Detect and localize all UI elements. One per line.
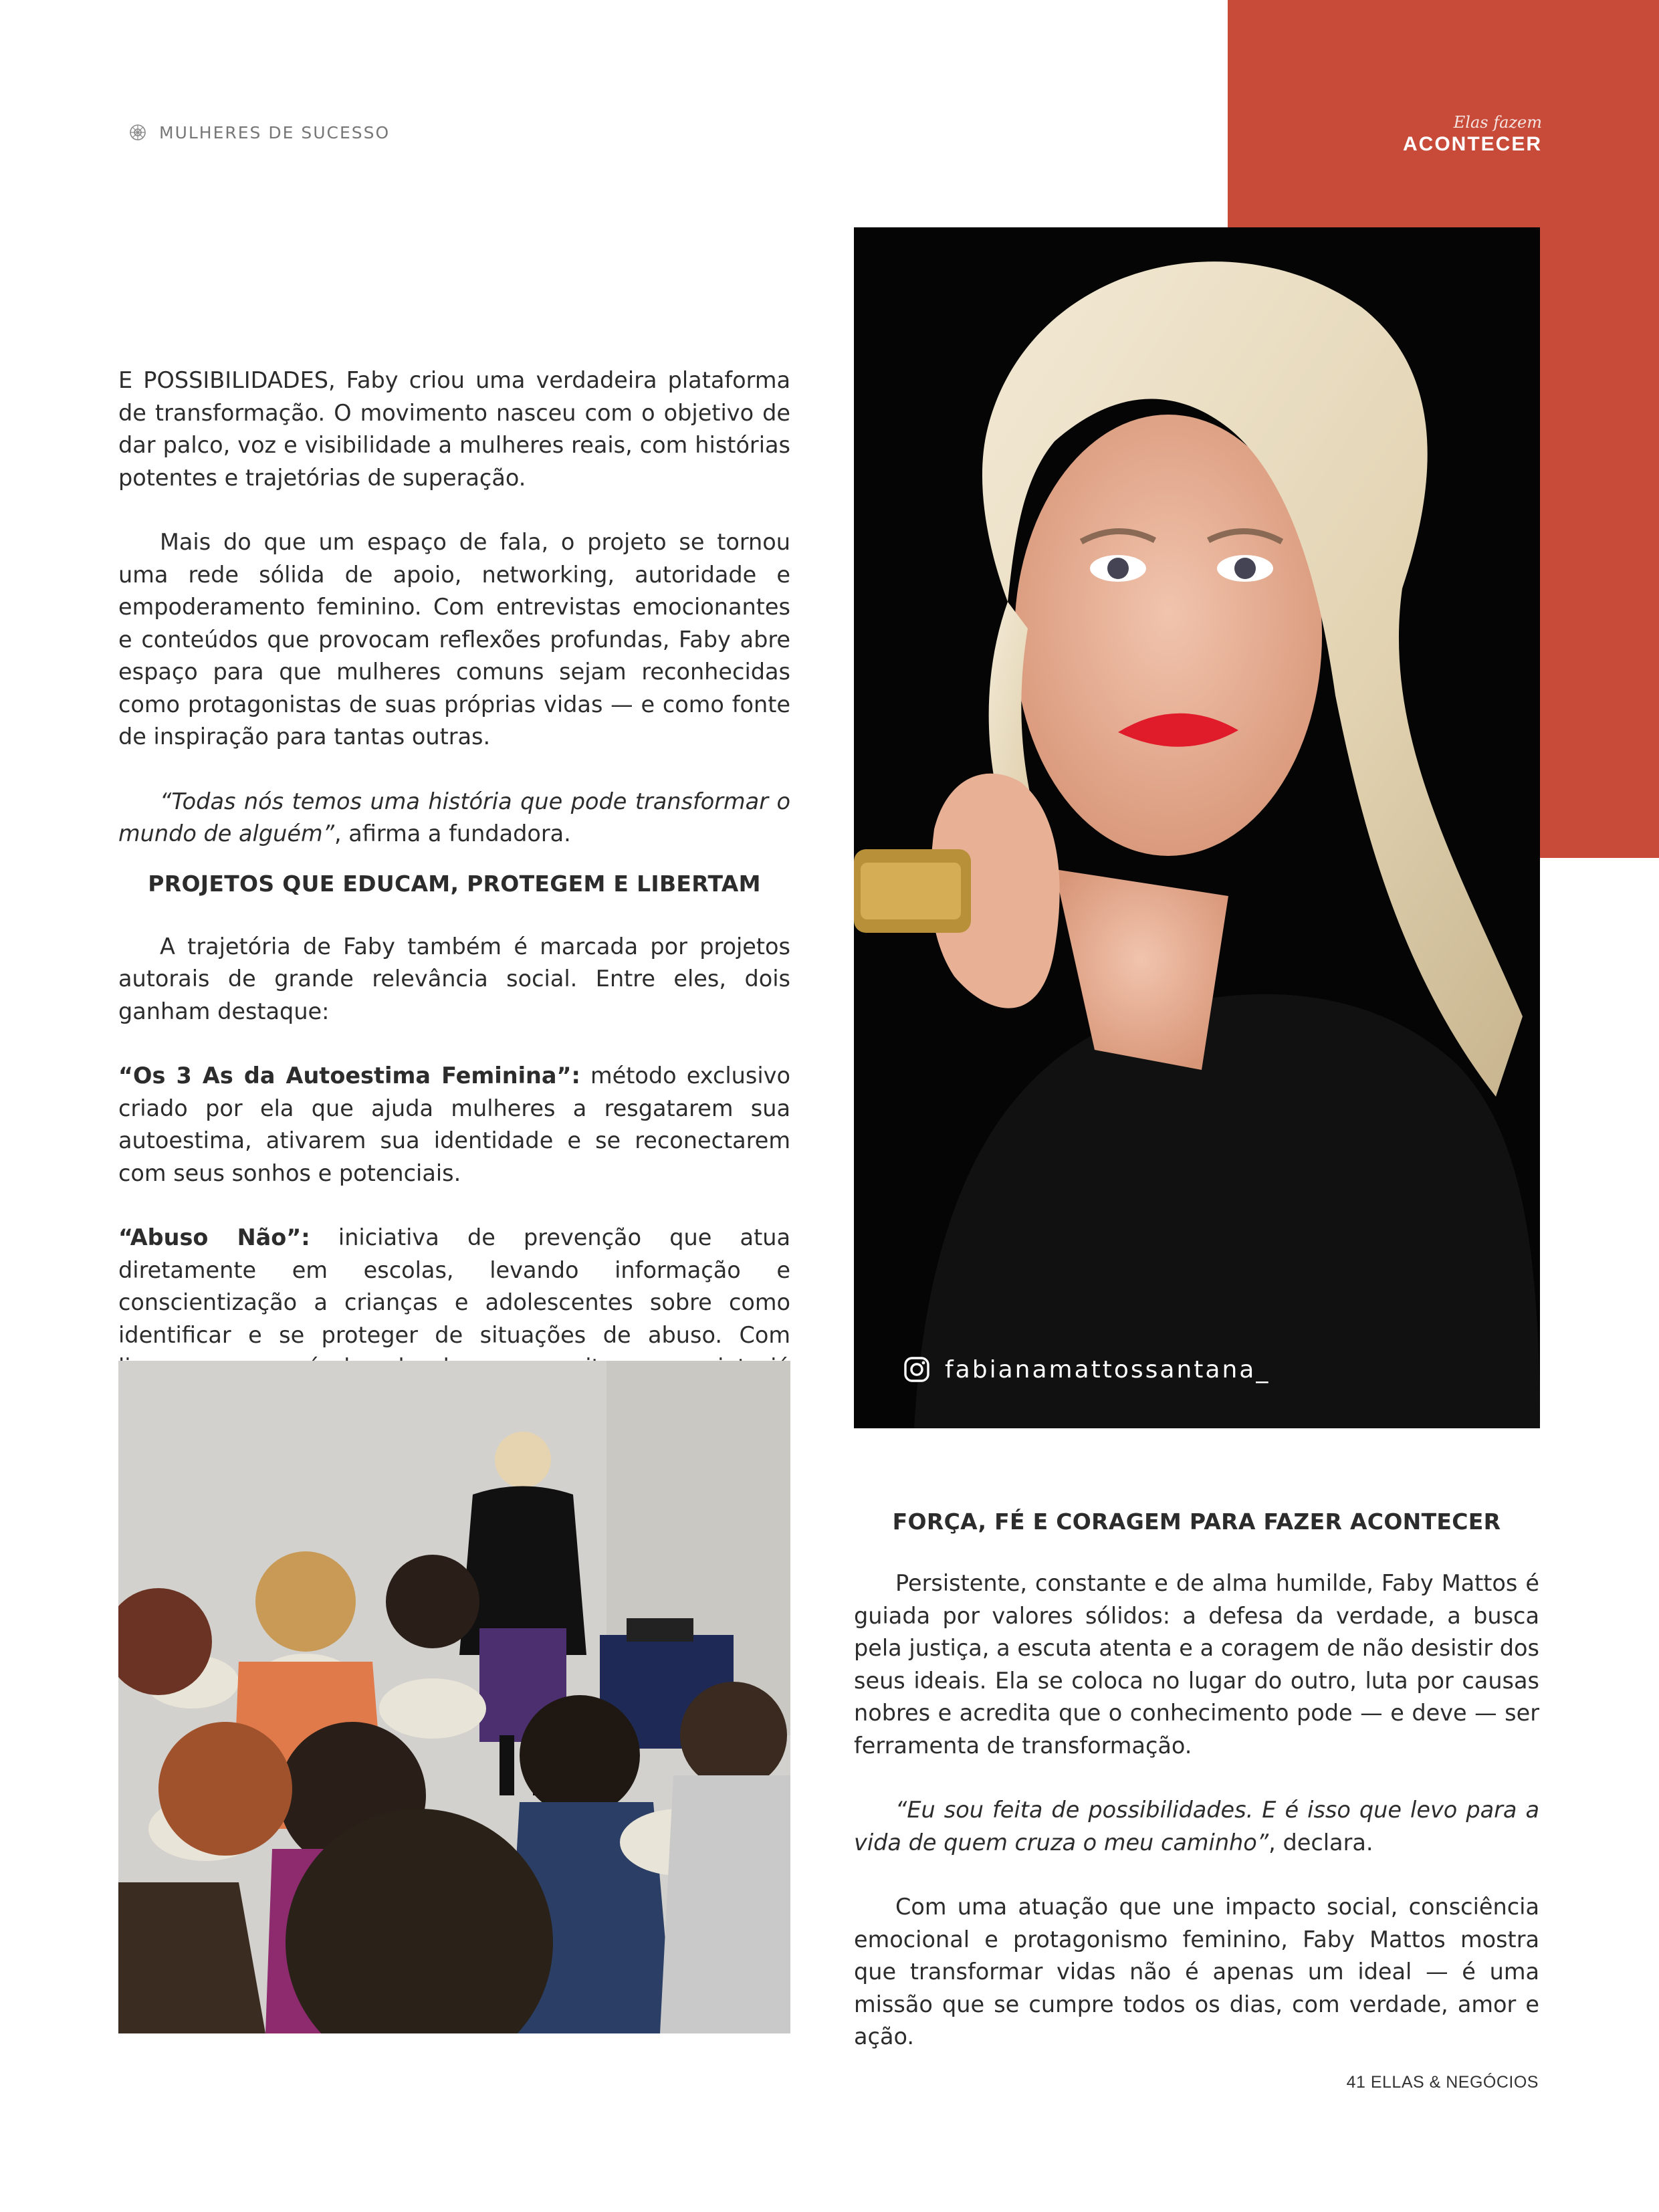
brand-mark xyxy=(1344,112,1542,156)
paragraph: A trajetória de Faby também é marcada por projetos autorais de grande relevância social. Entre eles, dois ganham destaque: xyxy=(118,933,790,1024)
instagram-tag[interactable] xyxy=(903,1353,1270,1386)
section-header xyxy=(128,119,390,146)
quote-paragraph xyxy=(854,1794,1539,1859)
page-footer: 41 ELLAS & NEGÓCIOS xyxy=(1346,2073,1539,2092)
left-column xyxy=(118,364,790,1416)
paragraph: E POSSIBILIDADES, Faby criou uma verdadeira plataforma de transformação. O movimento nasceu com o objetivo de dar palco, voz e visibilidade a mulheres reais, com histórias potentes e trajetórias de superação. xyxy=(118,367,790,491)
portrait-photo xyxy=(854,227,1540,1428)
instagram-handle[interactable]: fabianamattossantana_ xyxy=(945,1355,1270,1384)
section-heading: PROJETOS QUE EDUCAM, PROTEGEM E LIBERTAM xyxy=(148,870,761,897)
paragraph: Mais do que um espaço de fala, o projeto se tornou uma rede sólida de apoio, networking, autoridade e empoderamento feminino. Com entrevistas emocionantes e conteúdos que provocam reflexões profundas, Faby abre espaço para que mulheres comuns sejam reconhecidas como protagonistas de suas próprias vidas — e como fonte de inspiração para tantas outras. xyxy=(118,529,790,750)
portrait-illustration xyxy=(854,227,1540,1428)
project-title: “Abuso Não”: xyxy=(118,1224,310,1250)
project-title: “Os 3 As da Autoestima Feminina”: xyxy=(118,1063,580,1089)
project-description: método exclusivo criado por ela que ajuda mulheres a resgatarem sua autoestima, ativarem sua identidade e se reconectarem com seus sonhos e potenciais. xyxy=(118,1063,790,1186)
quote-text: “Eu sou feita de possibilidades. E é isso que levo para a vida de quem cruza o meu caminho” xyxy=(854,1797,1539,1856)
event-illustration xyxy=(118,1361,790,2033)
quote-attribution: , declara. xyxy=(1268,1829,1373,1856)
section-heading: FORÇA, FÉ E CORAGEM PARA FAZER ACONTECER xyxy=(892,1509,1501,1535)
brand-main: ACONTECER xyxy=(1402,133,1542,155)
paragraph: Persistente, constante e de alma humilde, Faby Mattos é guiada por valores sólidos: a defesa da verdade, a busca pela justiça, a escuta atenta e a coragem de não desistir dos seus ideais. Ela se coloca no lugar do outro, luta por causas nobres e acredita que o conhecimento pode — e deve — ser ferramenta de transformação. xyxy=(854,1570,1539,1759)
project-item xyxy=(118,1060,790,1190)
quote-attribution: , afirma a fundadora. xyxy=(334,820,571,847)
quote-text: “Todas nós temos uma história que pode transformar o mundo de alguém” xyxy=(118,788,790,847)
event-photo xyxy=(118,1361,790,2033)
mandala-icon xyxy=(128,123,147,142)
instagram-icon xyxy=(903,1356,930,1383)
paragraph: Com uma atuação que une impacto social, consciência emocional e protagonismo feminino, Faby Mattos mostra que transformar vidas não é apenas um ideal — é uma missão que se cumpre todos os dias, com verdade, amor e ação. xyxy=(854,1894,1539,2050)
right-column xyxy=(854,1506,1539,2054)
brand-script: Elas fazem xyxy=(1453,113,1542,132)
quote-paragraph xyxy=(118,786,790,851)
section-label: MULHERES DE SUCESSO xyxy=(159,122,391,142)
project-description: iniciativa de prevenção que atua diretamente em escolas, levando informação e conscientização a crianças e adolescentes sobre como identificar e se proteger de situações de abuso. Com xyxy=(118,1224,790,1348)
